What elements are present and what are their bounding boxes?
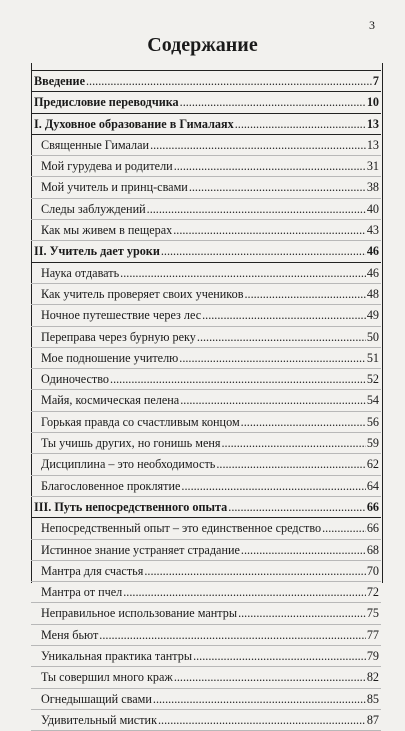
- toc-entry: [31, 710, 381, 731]
- toc-entry-label: Уникальная практика тантры: [41, 649, 193, 664]
- toc-entry-page: 66: [366, 521, 379, 536]
- dot-leader: [235, 114, 366, 134]
- toc-entry: [31, 348, 381, 369]
- toc-entry-page: 68: [366, 542, 379, 557]
- toc-entry: [31, 603, 381, 624]
- toc-entry-page: 85: [366, 691, 379, 706]
- toc-entry: [31, 369, 381, 390]
- toc-entry-page: 79: [366, 649, 379, 664]
- dot-leader: [228, 497, 366, 517]
- toc-entry-page: 48: [366, 286, 379, 301]
- dot-leader: [110, 369, 366, 389]
- toc-entry: [31, 667, 381, 688]
- toc-entry: [31, 476, 381, 497]
- toc-entry: [31, 540, 381, 561]
- toc-entry-label: Одиночество: [41, 372, 110, 387]
- toc-entry: [31, 284, 381, 305]
- toc-entry-page: 59: [366, 436, 379, 451]
- toc-entry: [31, 518, 381, 539]
- toc-entry-page: 75: [366, 606, 379, 621]
- toc-entry-page: 13: [366, 116, 379, 131]
- toc-entry-label: Майя, космическая пелена: [41, 393, 180, 408]
- toc-entry-label: Неправильное использование мантры: [41, 606, 238, 621]
- toc-entry-page: 70: [366, 563, 379, 578]
- toc-entry: [31, 689, 381, 710]
- toc-entry-label: I. Духовное образование в Гималаях: [34, 116, 234, 131]
- toc-entry: [31, 220, 381, 241]
- toc-entry-page: 7: [372, 74, 379, 88]
- dot-leader: [193, 646, 366, 666]
- page-number: 3: [369, 18, 375, 32]
- toc-entry-label: Дисциплина – это необходимость: [41, 457, 216, 472]
- dot-leader: [158, 710, 366, 730]
- toc-entry-page: 13: [366, 137, 379, 152]
- dot-leader: [123, 582, 366, 602]
- toc-entry-page: 50: [366, 329, 379, 344]
- toc-entry-label: Ты совершил много краж: [41, 670, 173, 685]
- toc-entry-label: Горькая правда со счастливым концом: [41, 414, 240, 429]
- dot-leader: [197, 327, 366, 347]
- toc-entry: [31, 327, 381, 348]
- toc-entry-label: Мантра от пчел: [41, 585, 123, 600]
- toc-entry: [31, 625, 381, 646]
- toc-entry: [31, 177, 381, 198]
- dot-leader: [153, 689, 366, 709]
- toc-entry: [31, 305, 381, 326]
- toc-entry-page: 51: [366, 350, 379, 365]
- toc-entry-label: III. Путь непосредственного опыта: [34, 499, 228, 514]
- dot-leader: [180, 92, 366, 112]
- toc-entry: [31, 135, 381, 156]
- toc-entry-label: Следы заблуждений: [41, 201, 146, 216]
- toc-entry-page: 10: [366, 95, 379, 110]
- toc-entry-page: 64: [366, 478, 379, 493]
- toc-entry: [31, 412, 381, 433]
- dot-leader: [86, 71, 372, 91]
- toc-entry-label: Мой учитель и принц-свами: [41, 180, 188, 195]
- toc-entry-page: 77: [366, 627, 379, 642]
- toc-entry: [31, 582, 381, 603]
- toc-entry-page: 40: [366, 201, 379, 216]
- toc-section-entry: [31, 497, 381, 518]
- dot-leader: [216, 454, 365, 474]
- toc-entry-label: Меня бьют: [41, 627, 99, 642]
- toc-entry-label: Переправа через бурную реку: [41, 329, 196, 344]
- dot-leader: [202, 305, 366, 325]
- dot-leader: [189, 177, 366, 197]
- toc-entry-label: Предисловие переводчика: [34, 95, 179, 110]
- toc-entry-label: II. Учитель дает уроки: [34, 244, 160, 259]
- toc-entry: [31, 433, 381, 454]
- toc-entry-page: 46: [366, 265, 379, 280]
- dot-leader: [173, 220, 366, 240]
- toc-entry-label: Священные Гималаи: [41, 137, 150, 152]
- dot-leader: [99, 625, 366, 645]
- toc-entry-label: Мантра для счастья: [41, 563, 144, 578]
- dot-leader: [174, 156, 366, 176]
- toc-entry-page: 87: [366, 712, 379, 727]
- toc-section-entry: [31, 241, 381, 262]
- toc-entry-page: 66: [366, 499, 379, 514]
- toc-entry: [31, 156, 381, 177]
- toc-entry-page: 82: [366, 670, 379, 685]
- dot-leader: [322, 518, 366, 538]
- page-title: Содержание: [147, 34, 258, 56]
- toc-section-entry: [31, 92, 381, 113]
- toc-entry-label: Истинное знание устраняет страдание: [41, 542, 240, 557]
- toc-entry-label: Удивительный мистик: [41, 712, 157, 727]
- toc-entry-label: Введение: [34, 74, 85, 88]
- toc-entry-label: Мое подношение учителю: [41, 350, 179, 365]
- toc-entry-label: Ночное путешествие через лес: [41, 308, 202, 323]
- toc-entry-label: Как учитель проверяет своих учеников: [41, 286, 244, 301]
- dot-leader: [179, 348, 366, 368]
- dot-leader: [181, 476, 365, 496]
- dot-leader: [244, 284, 365, 304]
- toc-entry-label: Наука отдавать: [41, 265, 120, 280]
- toc-entry: [31, 263, 381, 284]
- toc-entry-label: Мой гурудева и родители: [41, 159, 173, 174]
- toc-entry-label: Непосредственный опыт – это единственное средство: [41, 521, 322, 536]
- toc-entry-page: 52: [366, 372, 379, 387]
- toc-entry-page: 38: [366, 180, 379, 195]
- toc-entry-page: 54: [366, 393, 379, 408]
- toc-entry-label: Огнедышащий свами: [41, 691, 152, 706]
- toc-entry-page: 49: [366, 308, 379, 323]
- dot-leader: [180, 390, 366, 410]
- toc-entry: [31, 390, 381, 411]
- dot-leader: [174, 667, 366, 687]
- dot-leader: [150, 135, 366, 155]
- dot-leader: [147, 199, 366, 219]
- toc-entry: [31, 454, 381, 475]
- toc-entry-page: 46: [366, 244, 379, 259]
- dot-leader: [238, 603, 366, 623]
- dot-leader: [221, 433, 365, 453]
- dot-leader: [144, 561, 365, 581]
- toc-entry: [31, 646, 381, 667]
- toc-entry-label: Ты учишь других, но гонишь меня: [41, 436, 221, 451]
- dot-leader: [161, 241, 366, 261]
- table-of-contents: [31, 70, 381, 731]
- toc-entry-page: 56: [366, 414, 379, 429]
- dot-leader: [241, 540, 366, 560]
- toc-entry-page: 31: [366, 159, 379, 174]
- toc-entry-page: 62: [366, 457, 379, 472]
- toc-entry-page: 43: [366, 223, 379, 238]
- toc-entry-label: Благословенное проклятие: [41, 478, 181, 493]
- toc-section-entry: [31, 70, 381, 92]
- dot-leader: [241, 412, 366, 432]
- toc-entry-label: Как мы живем в пещерах: [41, 223, 173, 238]
- toc-entry-page: 72: [366, 585, 379, 600]
- toc-entry: [31, 561, 381, 582]
- toc-section-entry: [31, 114, 381, 135]
- toc-entry: [31, 199, 381, 220]
- dot-leader: [120, 263, 366, 283]
